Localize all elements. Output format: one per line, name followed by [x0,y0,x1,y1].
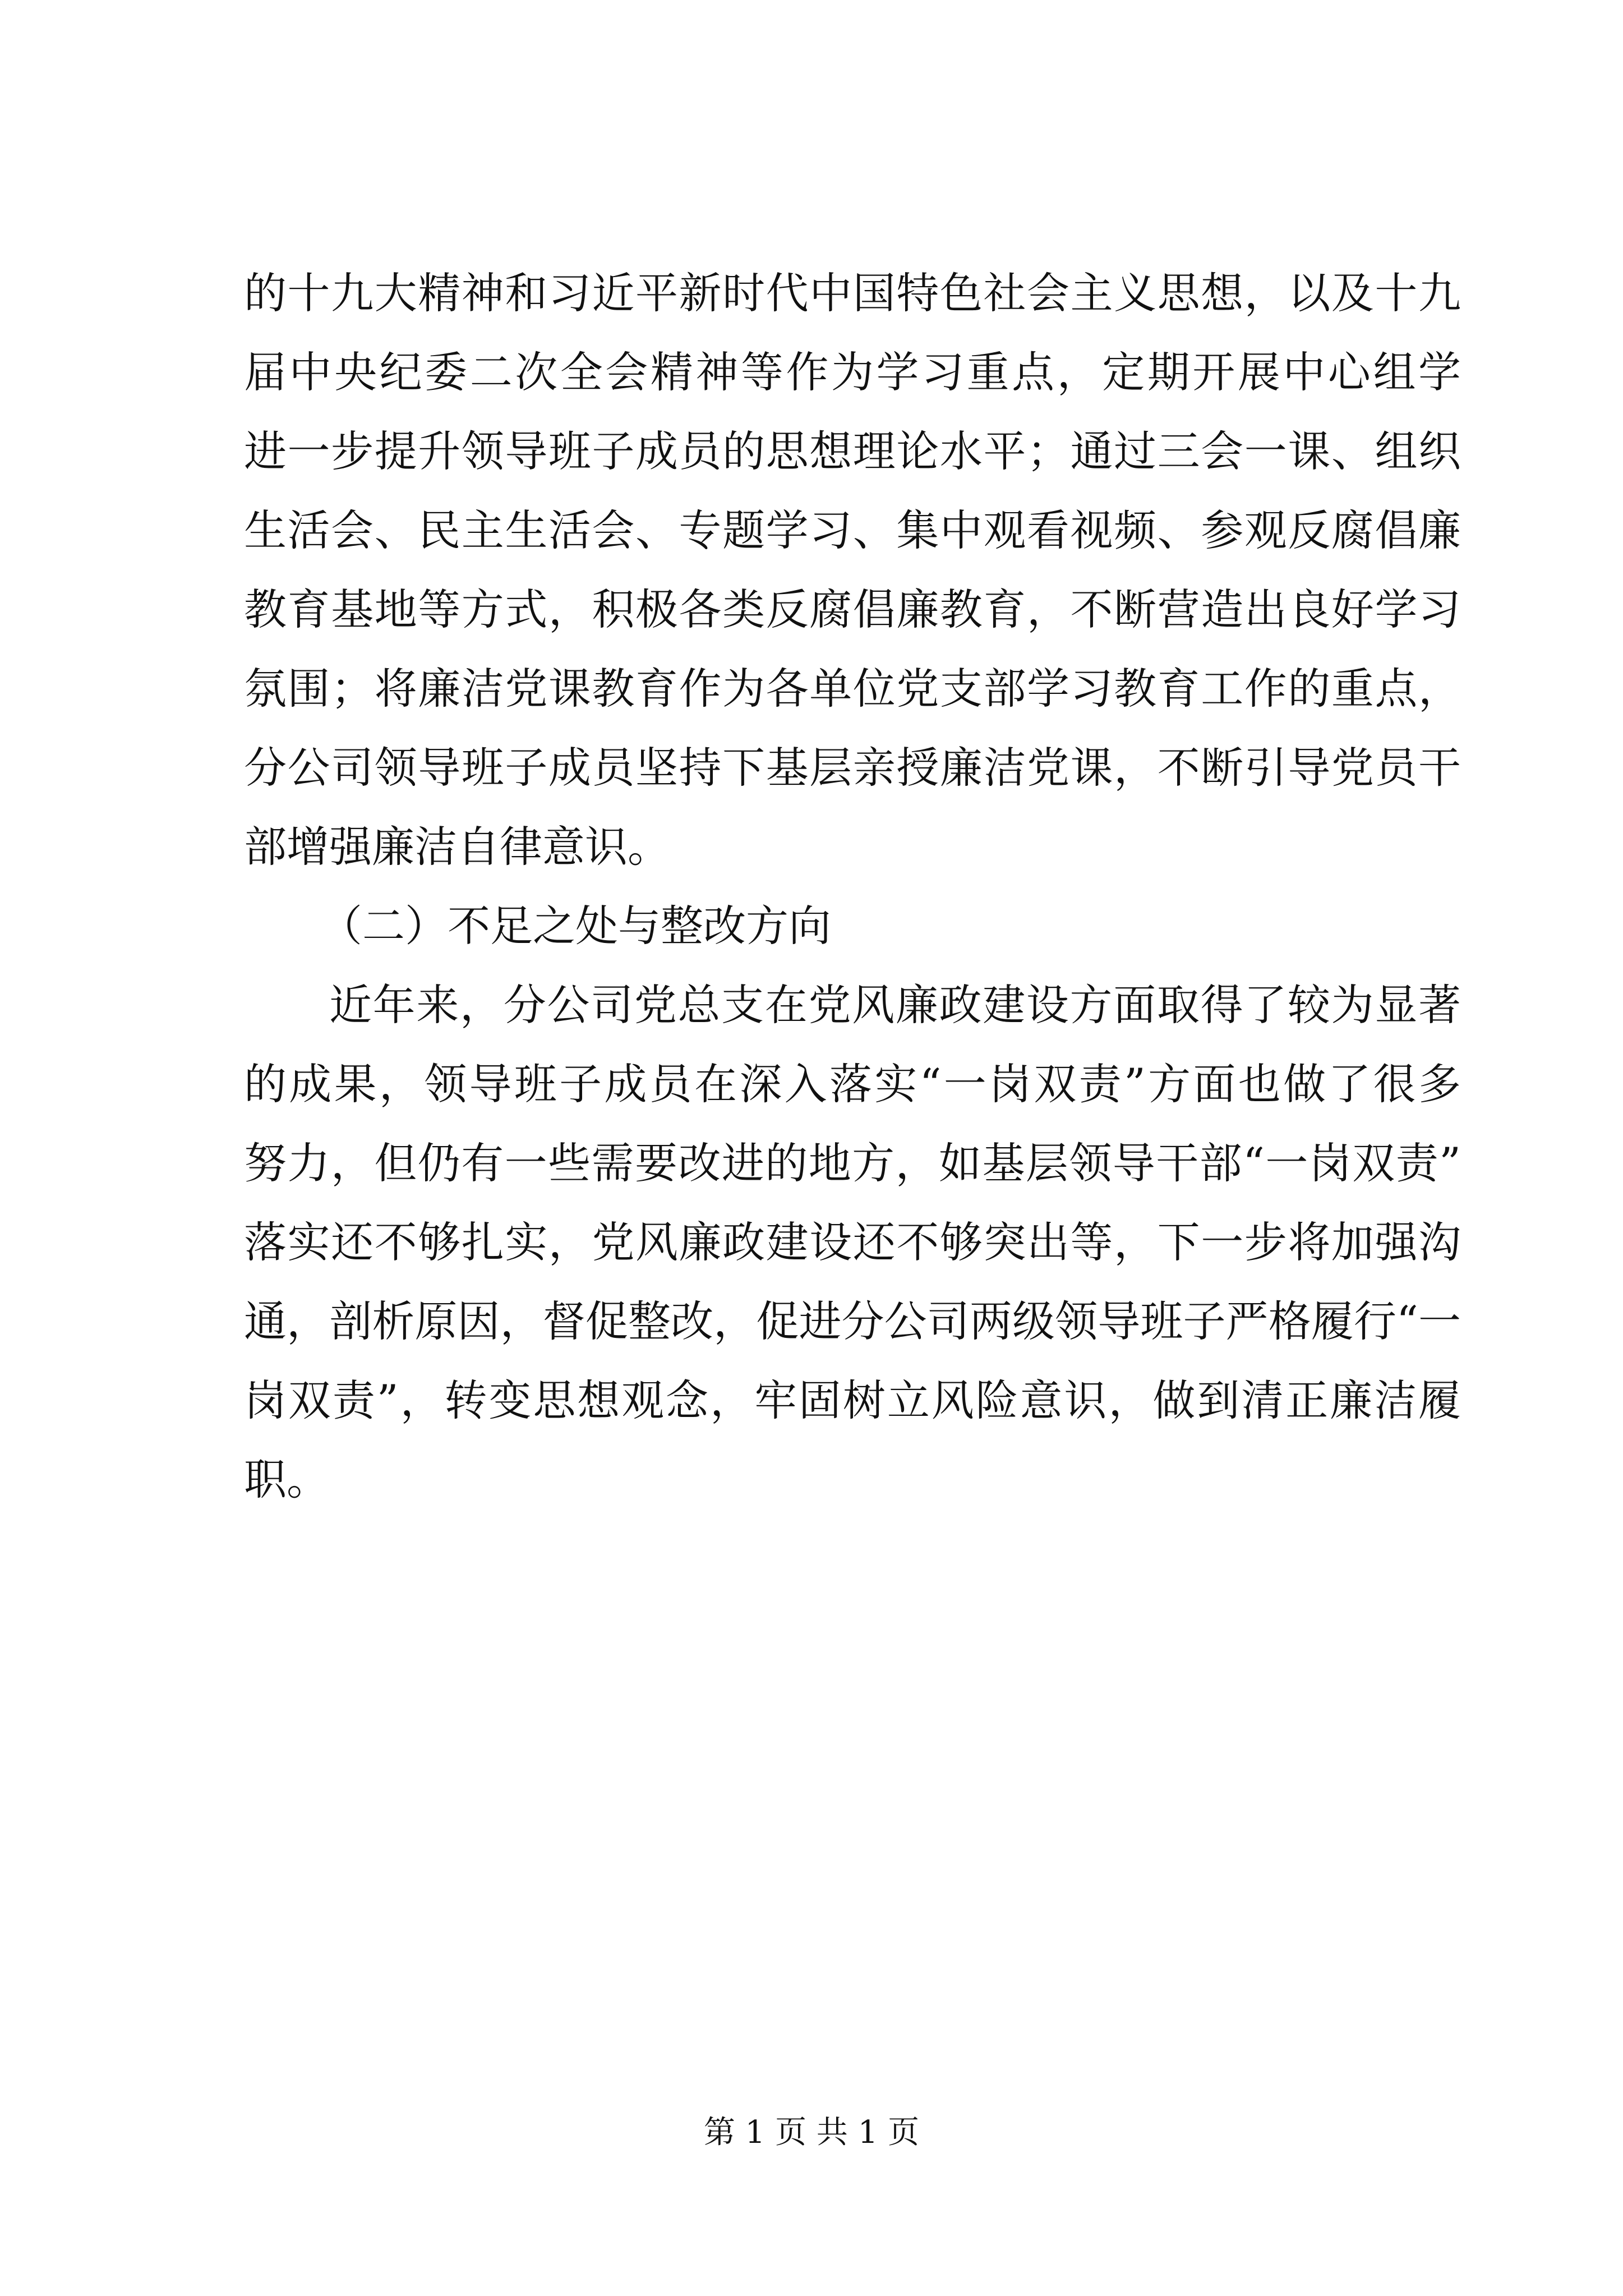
text-line-3: 进一步提升领导班子成员的思想理论水平；通过三会一课、组织 [244,426,1461,476]
text-line-14: 通，剖析原因，督促整改，促进分公司两级领导班子严格履行“一 [244,1296,1461,1346]
page-footer: 第 1 页 共 1 页 [703,2114,920,2151]
text-line-16: 职。 [244,1455,329,1504]
text-line-4: 生活会、民主生活会、专题学习、集中观看视频、参观反腐倡廉 [244,505,1461,555]
text-line-1: 的十九大精神和习近平新时代中国特色社会主义思想，以及十九 [244,268,1461,318]
text-line-11: 的成果，领导班子成员在深入落实“一岗双责”方面也做了很多 [244,1059,1461,1109]
document-body [244,254,1461,1519]
text-line-6: 氛围；将廉洁党课教育作为各单位党支部学习教育工作的重点， [244,664,1461,714]
text-line-2: 届中央纪委二次全会精神等作为学习重点，定期开展中心组学 [244,347,1461,397]
text-line-8: 部增强廉洁自律意识。 [244,822,670,872]
text-line-5: 教育基地等方式，积极各类反腐倡廉教育，不断营造出良好学习 [244,585,1461,634]
text-line-10: 近年来，分公司党总支在党风廉政建设方面取得了较为显著 [329,980,1461,1030]
section-heading: （二）不足之处与整改方向 [320,901,831,951]
text-line-7: 分公司领导班子成员坚持下基层亲授廉洁党课，不断引导党员干 [244,743,1461,793]
text-line-15: 岗双责”，转变思想观念，牢固树立风险意识，做到清正廉洁履 [244,1375,1461,1425]
text-line-12: 努力，但仍有一些需要改进的地方，如基层领导干部“一岗双责” [244,1138,1461,1188]
text-line-13: 落实还不够扎实，党风廉政建设还不够突出等，下一步将加强沟 [244,1217,1461,1267]
